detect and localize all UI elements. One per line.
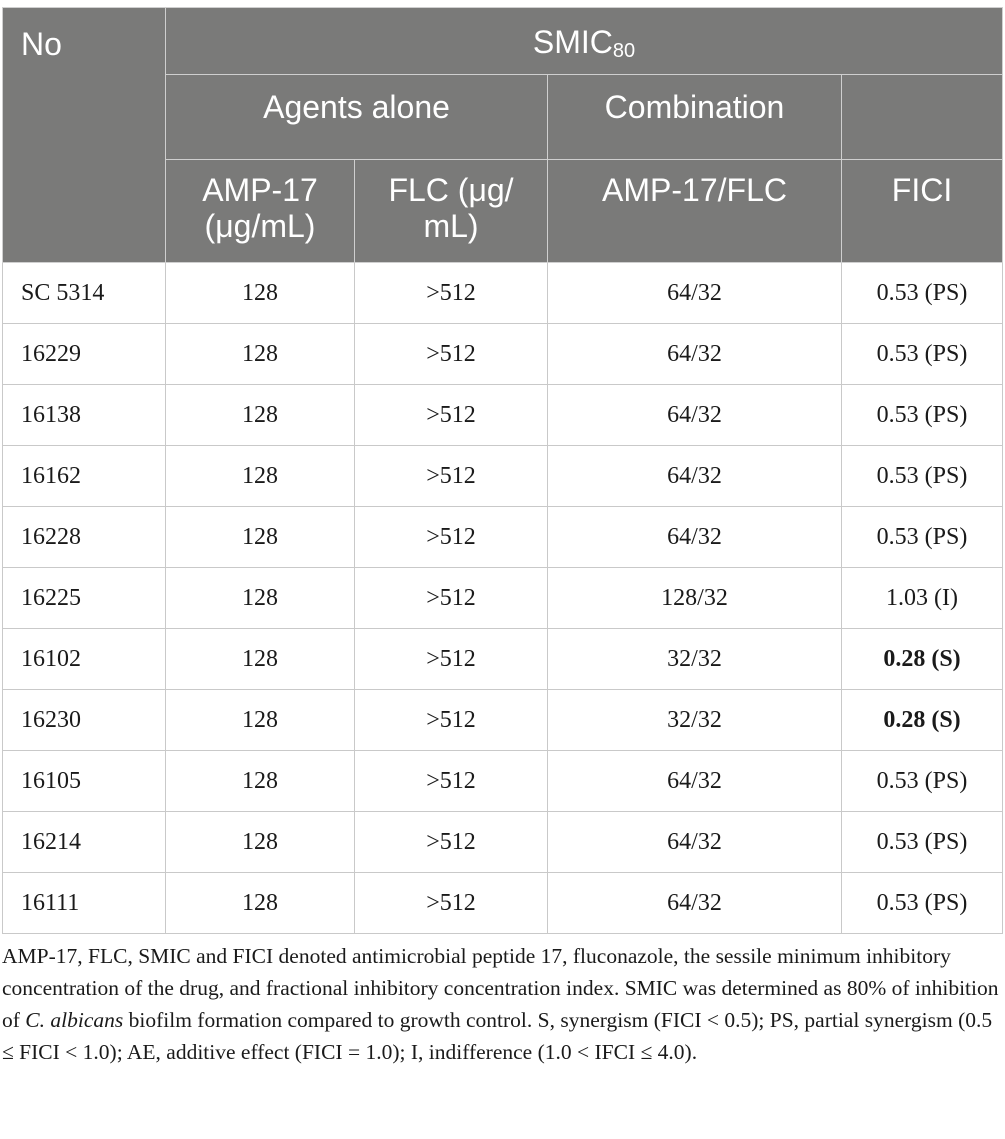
cell-fici: 0.53 (PS) bbox=[842, 385, 1003, 446]
header-amp17-line2: (μg/mL) bbox=[204, 208, 316, 244]
footnote-part1: AMP-17, FLC, SMIC and FICI denoted antimicrobial peptide 17, fluconazole, the sessile minimum inhibitory concentration of the drug, and fractional inhibitory concentration index. SMIC was determined as 80% of inhibition of bbox=[2, 944, 999, 1032]
cell-combination: 128/32 bbox=[548, 568, 842, 629]
cell-combination: 64/32 bbox=[548, 812, 842, 873]
cell-no: 16105 bbox=[3, 751, 166, 812]
cell-flc: >512 bbox=[355, 385, 548, 446]
table-row bbox=[3, 568, 1003, 629]
cell-amp17: 128 bbox=[166, 751, 355, 812]
header-amp17-flc: AMP-17/FLC bbox=[548, 160, 842, 263]
table-row bbox=[3, 507, 1003, 568]
footnote-species: C. albicans bbox=[25, 1008, 124, 1032]
header-fici: FICI bbox=[842, 160, 1003, 263]
table-row bbox=[3, 629, 1003, 690]
cell-no: 16225 bbox=[3, 568, 166, 629]
header-combination: Combination bbox=[548, 75, 842, 160]
cell-no: 16162 bbox=[3, 446, 166, 507]
cell-amp17: 128 bbox=[166, 812, 355, 873]
cell-combination: 32/32 bbox=[548, 629, 842, 690]
table-header bbox=[3, 8, 1003, 263]
header-flc-line1: FLC (μg/ bbox=[388, 172, 514, 208]
cell-amp17: 128 bbox=[166, 568, 355, 629]
table-row bbox=[3, 812, 1003, 873]
cell-flc: >512 bbox=[355, 751, 548, 812]
table-row bbox=[3, 446, 1003, 507]
cell-fici: 0.53 (PS) bbox=[842, 812, 1003, 873]
table-body bbox=[3, 263, 1003, 934]
cell-fici: 0.28 (S) bbox=[842, 690, 1003, 751]
cell-amp17: 128 bbox=[166, 324, 355, 385]
cell-amp17: 128 bbox=[166, 385, 355, 446]
cell-flc: >512 bbox=[355, 873, 548, 934]
cell-no: 16229 bbox=[3, 324, 166, 385]
cell-fici: 0.28 (S) bbox=[842, 629, 1003, 690]
header-no: No bbox=[3, 8, 166, 263]
header-flc bbox=[355, 160, 548, 263]
header-empty bbox=[842, 75, 1003, 160]
table-footnote bbox=[2, 940, 1002, 1068]
table-row bbox=[3, 263, 1003, 324]
header-amp17 bbox=[166, 160, 355, 263]
cell-combination: 64/32 bbox=[548, 446, 842, 507]
cell-no: 16228 bbox=[3, 507, 166, 568]
table-row bbox=[3, 385, 1003, 446]
cell-no: 16230 bbox=[3, 690, 166, 751]
cell-combination: 64/32 bbox=[548, 385, 842, 446]
table-row bbox=[3, 873, 1003, 934]
table-row bbox=[3, 690, 1003, 751]
cell-fici: 1.03 (I) bbox=[842, 568, 1003, 629]
cell-fici: 0.53 (PS) bbox=[842, 263, 1003, 324]
cell-combination: 32/32 bbox=[548, 690, 842, 751]
cell-amp17: 128 bbox=[166, 873, 355, 934]
table-row bbox=[3, 751, 1003, 812]
smic-table bbox=[2, 7, 1003, 934]
cell-amp17: 128 bbox=[166, 263, 355, 324]
cell-flc: >512 bbox=[355, 812, 548, 873]
cell-flc: >512 bbox=[355, 629, 548, 690]
cell-no: 16102 bbox=[3, 629, 166, 690]
table-row bbox=[3, 324, 1003, 385]
cell-flc: >512 bbox=[355, 324, 548, 385]
cell-amp17: 128 bbox=[166, 629, 355, 690]
header-agents-alone: Agents alone bbox=[166, 75, 548, 160]
cell-no: 16138 bbox=[3, 385, 166, 446]
footnote-part2: biofilm formation compared to growth control. S, synergism (FICI < 0.5); PS, partial synergism (0.5 ≤ FICI < 1.0); AE, additive effect (FICI = 1.0); I, indifference (1.0 < IFCI ≤ 4.0). bbox=[2, 1008, 993, 1064]
cell-flc: >512 bbox=[355, 568, 548, 629]
cell-no: 16214 bbox=[3, 812, 166, 873]
cell-fici: 0.53 (PS) bbox=[842, 751, 1003, 812]
cell-flc: >512 bbox=[355, 446, 548, 507]
cell-fici: 0.53 (PS) bbox=[842, 324, 1003, 385]
cell-flc: >512 bbox=[355, 690, 548, 751]
cell-fici: 0.53 (PS) bbox=[842, 446, 1003, 507]
header-smic bbox=[166, 8, 1003, 75]
header-amp17-line1: AMP-17 bbox=[202, 172, 318, 208]
cell-combination: 64/32 bbox=[548, 263, 842, 324]
cell-combination: 64/32 bbox=[548, 873, 842, 934]
cell-combination: 64/32 bbox=[548, 324, 842, 385]
cell-flc: >512 bbox=[355, 263, 548, 324]
cell-amp17: 128 bbox=[166, 507, 355, 568]
cell-amp17: 128 bbox=[166, 446, 355, 507]
cell-amp17: 128 bbox=[166, 690, 355, 751]
cell-no: SC 5314 bbox=[3, 263, 166, 324]
cell-fici: 0.53 (PS) bbox=[842, 873, 1003, 934]
header-flc-line2: mL) bbox=[423, 208, 479, 244]
cell-combination: 64/32 bbox=[548, 507, 842, 568]
cell-flc: >512 bbox=[355, 507, 548, 568]
header-smic-subscript: 80 bbox=[612, 40, 636, 62]
cell-fici: 0.53 (PS) bbox=[842, 507, 1003, 568]
cell-combination: 64/32 bbox=[548, 751, 842, 812]
cell-no: 16111 bbox=[3, 873, 166, 934]
header-smic-text: SMIC bbox=[532, 24, 613, 60]
